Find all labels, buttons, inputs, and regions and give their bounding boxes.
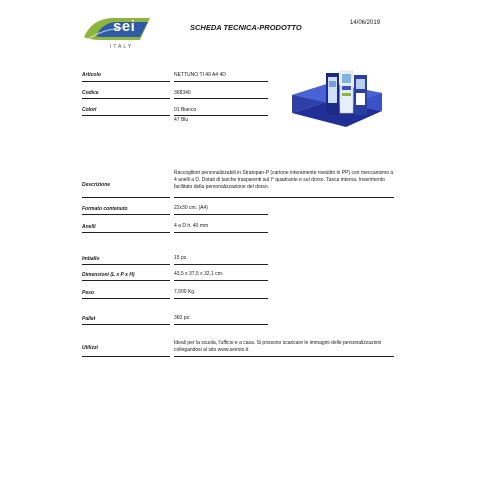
label-codice: Codice [82, 90, 99, 96]
divider [174, 81, 268, 82]
divider [82, 115, 170, 116]
value-utilizzi: Ideali per la scuola, l'ufficio e a casa. Si possono scaricare le immagini delle personalizzazioni collegandosi al sito www.seiroto.it [174, 340, 382, 353]
logo-subtext: ITALY [110, 44, 134, 50]
label-utilizzi: Utilizzi [82, 345, 98, 351]
divider [82, 264, 170, 265]
document-title: SCHEDA TECNICA-PRODOTTO [190, 23, 302, 32]
divider [174, 197, 394, 198]
value-imballo: 15 pz. [174, 255, 188, 261]
product-image [290, 65, 386, 131]
value-peso: 7,000 Kg. [174, 289, 196, 295]
divider [82, 232, 170, 233]
divider [174, 214, 268, 215]
label-pallet: Pallet [82, 316, 96, 322]
label-articolo: Articolo [82, 72, 101, 78]
divider [174, 115, 268, 116]
divider [82, 214, 170, 215]
value-anelli: 4 a D h. 40 mm [174, 223, 209, 229]
label-dimensioni: Dimensioni (L x P x H) [82, 272, 135, 278]
value-articolo: NETTUNO TI 40 A4 4D [174, 72, 226, 78]
divider [174, 324, 268, 325]
label-peso: Peso [82, 290, 94, 296]
label-anelli: Anelli [82, 224, 96, 230]
value-colori-2: 47 Blu [174, 117, 189, 123]
label-descrizione: Descrizione [82, 182, 111, 188]
divider [174, 356, 394, 357]
divider [174, 298, 268, 299]
value-dimensioni: 43,5 x 37,5 x 32,1 cm. [174, 271, 224, 277]
divider [174, 280, 268, 281]
divider [82, 356, 170, 357]
divider [82, 298, 170, 299]
divider [82, 98, 170, 99]
label-formato: Formato contenuto [82, 206, 128, 212]
value-codice: 368340 [174, 90, 191, 96]
value-colori-1: 01 Bianco [174, 107, 197, 113]
value-formato: 22x30 cm. (A4) [174, 205, 208, 211]
label-colori: Colori [82, 107, 97, 113]
divider [82, 324, 170, 325]
label-imballo: Imballo [82, 256, 100, 262]
divider [82, 197, 170, 198]
divider [174, 264, 268, 265]
logo-text: sei [113, 18, 136, 35]
brand-logo [82, 15, 152, 51]
value-descrizione: Raccoglitori personalizzabili in Stratopan-P (cartone interamente rivestito in PP) con meccanismo a 4 anelli a D. Dotati di tasche trasparenti sul I° quadrante e sul dorso. Tasca interna. Inserimento facilitato della personalizzazione del dorso. [174, 170, 394, 190]
divider [82, 280, 170, 281]
divider [174, 98, 268, 99]
document-date: 14/06/2019 [350, 20, 381, 26]
value-pallet: 360 pz. [174, 315, 191, 321]
divider [82, 81, 170, 82]
divider [174, 232, 268, 233]
